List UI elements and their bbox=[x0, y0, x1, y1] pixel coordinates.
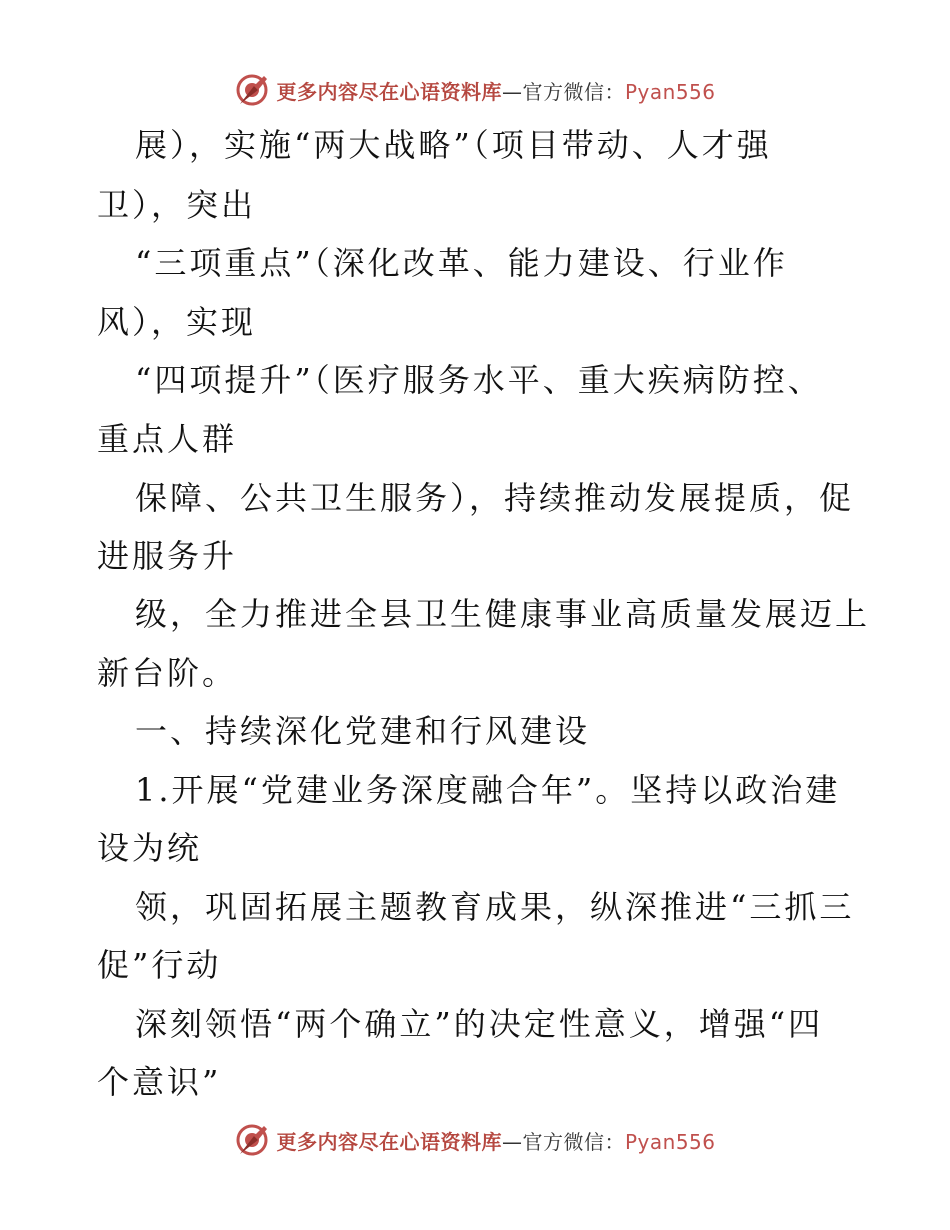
text-line: 卫），突出 bbox=[97, 186, 257, 224]
header-watermark bbox=[0, 70, 950, 110]
text-line: 深刻领悟“两个确立”的决定性意义，增强“四 bbox=[135, 1005, 824, 1043]
text-line: 个意识” bbox=[97, 1063, 222, 1101]
text-line: 领，巩固拓展主题教育成果，纵深推进“三抓三 bbox=[135, 888, 855, 926]
pen-logo-icon bbox=[234, 1122, 270, 1158]
text-line: 重点人群 bbox=[97, 420, 238, 458]
watermark-text bbox=[276, 76, 715, 105]
section-heading: 一、持续深化党建和行风建设 bbox=[135, 712, 591, 750]
text-line: 进服务升 bbox=[97, 537, 238, 575]
watermark-dash: — bbox=[501, 79, 523, 104]
watermark-main: 更多内容尽在心语资料库 bbox=[276, 79, 502, 104]
text-line: 级，全力推进全县卫生健康事业高质量发展迈上 bbox=[135, 595, 871, 633]
text-line: 新台阶。 bbox=[97, 654, 238, 692]
text-line: 风），实现 bbox=[97, 303, 257, 341]
text-line: 促”行动 bbox=[97, 946, 222, 984]
watermark-text bbox=[276, 1126, 715, 1155]
text-line: 展），实施“两大战略”（项目带动、人才强 bbox=[135, 126, 772, 164]
text-line: 保障、公共卫生服务），持续推动发展提质，促 bbox=[135, 479, 855, 517]
text-line: 1.开展“党建业务深度融合年”。坚持以政治建 bbox=[135, 771, 841, 809]
watermark-sub: 官方微信： bbox=[522, 1129, 625, 1154]
pen-logo-icon bbox=[234, 72, 270, 108]
watermark-id: Pyan556 bbox=[624, 1129, 716, 1154]
watermark-main: 更多内容尽在心语资料库 bbox=[276, 1129, 502, 1154]
text-line: “三项重点”（深化改革、能力建设、行业作 bbox=[135, 244, 788, 282]
footer-watermark bbox=[0, 1120, 950, 1160]
watermark-sub: 官方微信： bbox=[522, 79, 625, 104]
text-line: 设为统 bbox=[97, 829, 203, 867]
watermark-id: Pyan556 bbox=[624, 79, 716, 104]
text-line: “四项提升”（医疗服务水平、重大疾病防控、 bbox=[135, 361, 823, 399]
watermark-dash: — bbox=[501, 1129, 523, 1154]
